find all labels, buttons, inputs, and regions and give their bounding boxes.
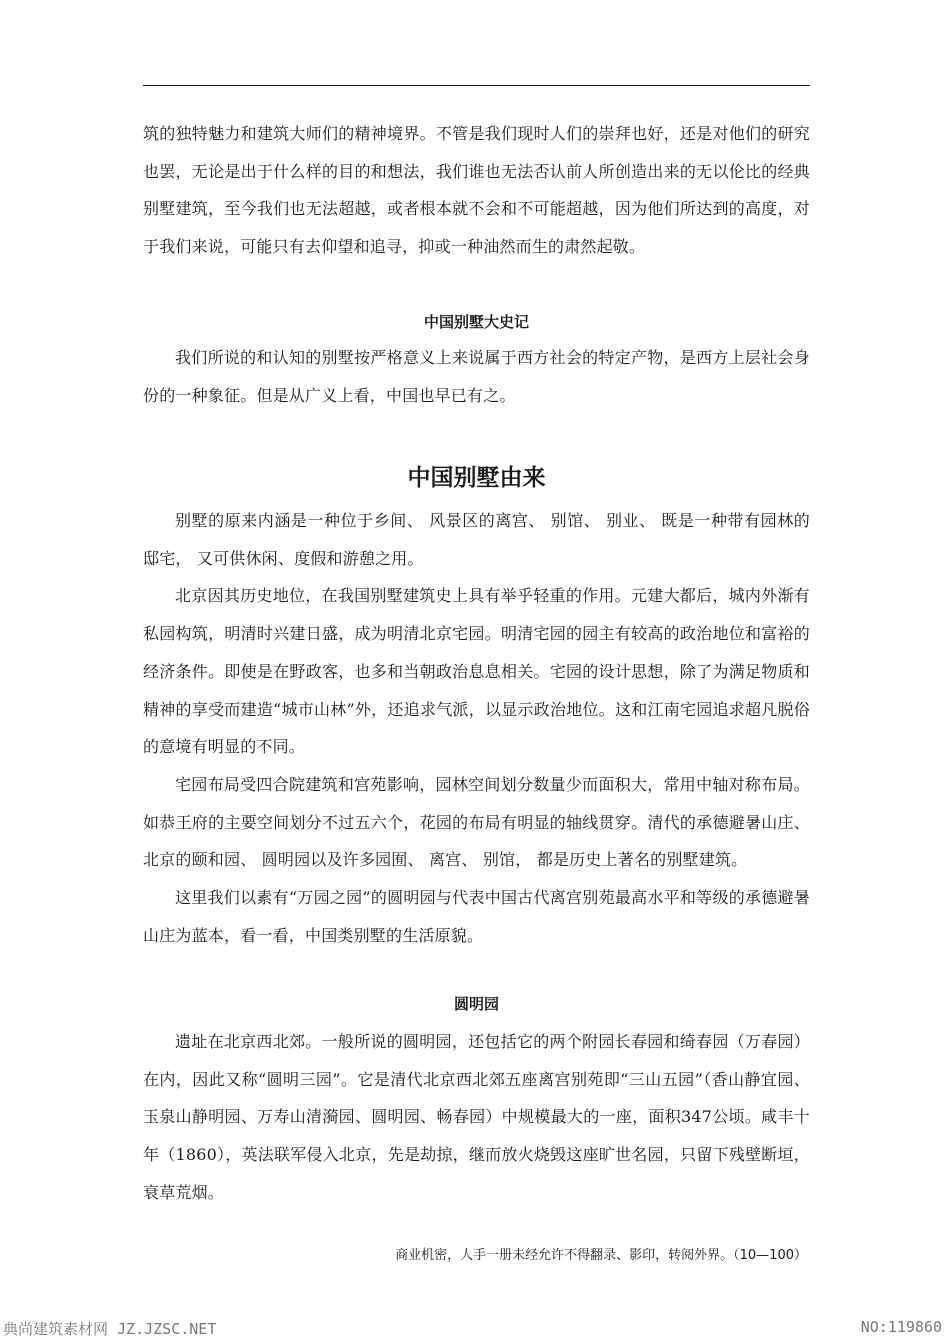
section-title-history: 中国别墅大史记 xyxy=(423,313,529,331)
section-title-yuanmingyuan: 圆明园 xyxy=(453,995,499,1013)
origin-paragraph: 别墅的原来内涵是一种位于乡间、 风景区的离宫、 别馆、 别业、 既是一种带有园林的邸宅， 又可供休闲、度假和游憩之用。 xyxy=(143,511,810,568)
origin-paragraph: 这里我们以素有“万园之园”的圆明园与代表中国古代离宫别苑最高水平和等级的承德避暑山庄为蓝本，看一看，中国类别墅的生活原貌。 xyxy=(143,888,810,945)
yuanmingyuan-paragraph: 遗址在北京西北郊。一般所说的圆明园，还包括它的两个附园长春园和绮春园（万春园）在内，因此又称“圆明三园”。它是清代北京西北郊五座离宫别苑即“三山五园”（香山静宜园、玉泉山静明园、万寿山清漪园、圆明园、畅春园）中规模最大的一座，面积347公顷。咸丰十年（1860），英法联军侵入北京，先是劫掠，继而放火烧毁这座旷世名园，只留下残壁断垣，衰草荒烟。 xyxy=(143,1032,810,1202)
yuanmingyuan-block xyxy=(143,1023,810,1212)
header-rule xyxy=(143,85,810,86)
intro-block xyxy=(143,115,810,266)
confidential-notice: 商业机密，人手一册未经允许不得翻录、影印，转阅外界。（10—100） xyxy=(395,1248,807,1263)
site-watermark: 典尚建筑素材网 JZ.JZSC.NET xyxy=(3,1320,217,1338)
origin-paragraph: 宅园布局受四合院建筑和宫苑影响，园林空间划分数量少而面积大，常用中轴对称布局。如恭王府的主要空间划分不过五六个，花园的布局有明显的轴线贯穿。清代的承德避暑山庄、北京的颐和园、 圆明园以及许多园囿、 离宫、 别馆， 都是历史上著名的别墅建筑。 xyxy=(143,774,810,870)
history-paragraph: 我们所说的和认知的别墅按严格意义上来说属于西方社会的特定产物，是西方上层社会身份的一种象征。但是从广义上看，中国也早已有之。 xyxy=(143,348,810,405)
origin-block xyxy=(143,502,810,954)
origin-paragraph: 北京因其历史地位，在我国别墅建筑史上具有举乎轻重的作用。元建大都后，城内外渐有私园构筑，明清时兴建日盛，成为明清北京宅园。明清宅园的园主有较高的政治地位和富裕的经济条件。即使是在野政客，也多和当朝政治息息相关。宅园的设计思想，除了为满足物质和精神的享受而建造“城市山林”外，还追求气派，以显示政治地位。这和江南宅园追求超凡脱俗的意境有明显的不同。 xyxy=(143,586,810,757)
document-number: NO:119860 xyxy=(860,1318,942,1336)
intro-paragraph: 筑的独特魅力和建筑大师们的精神境界。不管是我们现时人们的崇拜也好，还是对他们的研究也罢，无论是出于什么样的目的和想法，我们谁也无法否认前人所创造出来的无以伦比的经典别墅建筑，至今我们也无法超越，或者根本就不会和不可能超越，因为他们所达到的高度，对于我们来说，可能只有去仰望和追寻，抑或一种油然而生的肃然起敬。 xyxy=(143,124,810,257)
section-title-origin: 中国别墅由来 xyxy=(407,465,546,491)
history-block xyxy=(143,339,810,414)
